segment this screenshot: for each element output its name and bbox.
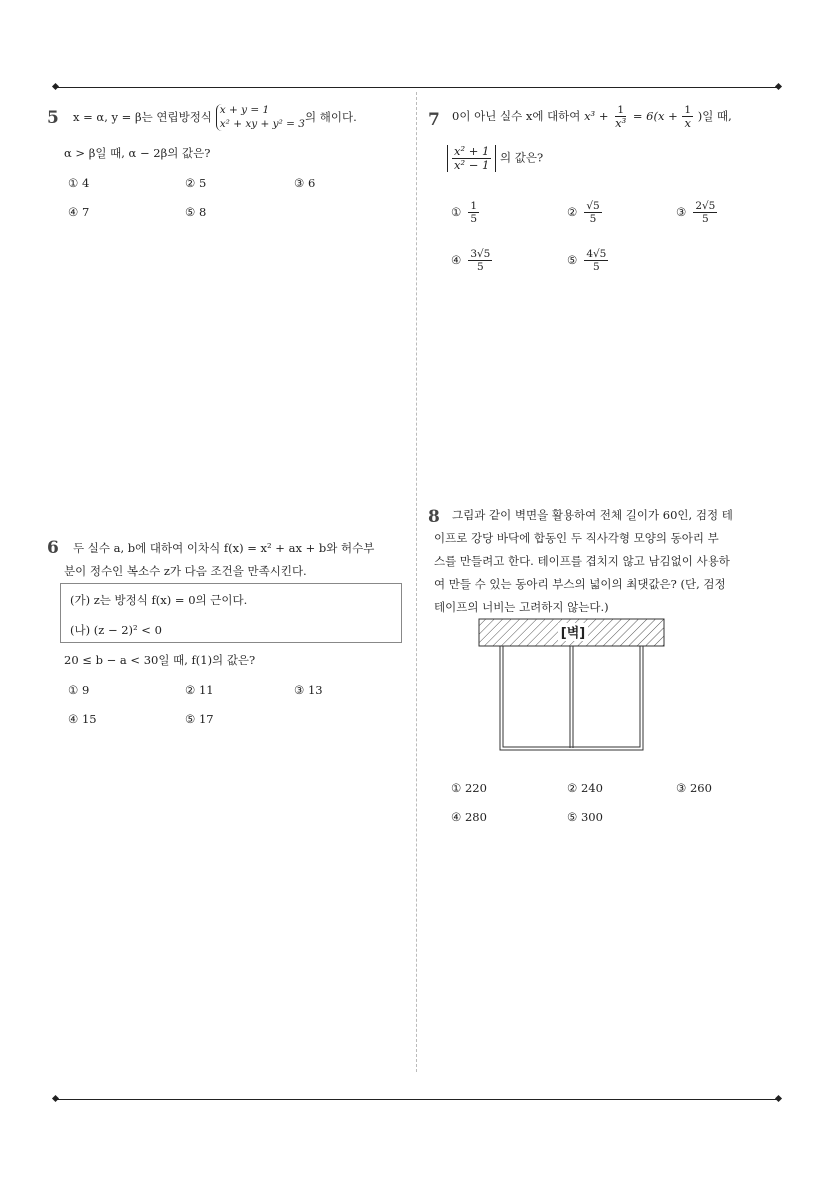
q7-eq-frac [613,104,628,130]
q7-lead: 0이 아닌 실수 x에 대하여 [452,109,581,124]
q6-choice-5[interactable]: ⑤ 17 [185,712,214,726]
q5-lead: x = α, y = β는 연립방정식 [73,110,212,125]
q7-choice-2-top: √5 [586,200,600,212]
q6-line3: 20 ≤ b − a < 30일 때, f(1)의 값은? [64,653,256,667]
q5-number: 5 [47,108,59,128]
top-rule [56,87,778,88]
q7-choice-4[interactable] [451,248,493,273]
q8-choice-4[interactable]: ④ 280 [451,810,487,824]
wall-label: [벽] [560,626,586,641]
q8-line1: 그림과 같이 벽면을 활용하여 전체 길이가 60인, 검정 테 [452,508,733,522]
q6-line1: 두 실수 a, b에 대하여 이차식 f(x) = x² + ax + b와 허수부 [73,541,375,555]
q8-number: 8 [428,507,440,527]
q7-choice-1[interactable] [451,200,480,225]
column-divider [416,92,417,1072]
q6-line2: 분이 정수인 복소수 z가 다음 조건을 만족시킨다. [64,564,307,578]
q7-eq-frac2-top: 1 [684,104,692,116]
q8-line5: 테이프의 너비는 고려하지 않는다.) [434,600,609,614]
q7-choice-3-label: ③ [676,204,687,219]
q7-eq-lhs: x³ + [584,109,609,124]
q7-abs-tail: 의 값은? [500,150,544,165]
q5-choice-2[interactable]: ② 5 [185,176,207,190]
q8-line2: 이프로 강당 바닥에 합동인 두 직사각형 모양의 동아리 부 [434,531,719,545]
q8-choice-2[interactable]: ② 240 [567,781,603,795]
q7-abs-frac [452,145,491,172]
q7-abs-frac-top: x² + 1 [454,144,490,158]
q7-choice-5[interactable] [567,248,609,273]
q7-choice-5-bot: 5 [593,261,600,274]
q8-line3: 스를 만들려고 한다. 테이프를 겹치지 않고 남김없이 사용하 [434,554,730,568]
q8-choice-3[interactable]: ③ 260 [676,781,712,795]
q5-tail: 의 해이다. [304,110,357,125]
q7-eq-frac-bot: x³ [615,116,627,131]
q7-choice-1-top: 1 [470,200,477,212]
q5-stem [73,104,357,131]
q7-choice-3-top: 2√5 [695,200,716,212]
q7-choice-5-top: 4√5 [586,248,607,260]
q7-choice-1-label: ① [451,204,462,219]
bottom-rule [56,1099,778,1100]
q7-abs-frac-bot: x² − 1 [454,158,490,173]
q7-choice-5-label: ⑤ [567,252,578,267]
q7-eq-mid: = 6(x + [632,109,678,124]
q5-choice-1[interactable]: ① 4 [68,176,90,190]
q7-choice-3[interactable] [676,200,718,225]
booth-outline-inner [503,646,640,747]
q7-choice-2-label: ② [567,204,578,219]
q5-choice-3[interactable]: ③ 6 [294,176,316,190]
q7-abs-expression [447,145,543,172]
q7-stem [452,104,732,130]
q8-figure [478,618,666,754]
q7-choice-2[interactable] [567,200,603,225]
q5-choice-5[interactable]: ⑤ 8 [185,205,207,219]
q7-choice-4-top: 3√5 [470,248,491,260]
q6-condition-box [60,583,402,643]
q8-choice-5[interactable]: ⑤ 300 [567,810,603,824]
q7-choice-1-bot: 5 [470,213,477,226]
q8-line4: 여 만들 수 있는 동아리 부스의 넓이의 최댓값은? (단, 검정 [434,577,726,591]
q5-system-eq2: x² + xy + y² = 3 [219,117,305,130]
q6-choice-1[interactable]: ① 9 [68,683,90,697]
q7-choice-4-label: ④ [451,252,462,267]
q8-choice-1[interactable]: ① 220 [451,781,487,795]
booth-outline-outer [500,646,643,750]
q7-number: 7 [428,110,440,130]
q6-condition-2: (나) (z − 2)² < 0 [70,623,162,637]
q7-eq-frac2 [682,104,693,130]
q5-choice-4[interactable]: ④ 7 [68,205,90,219]
q5-system-eq1: x + y = 1 [219,104,270,116]
q7-eq-frac-top: 1 [617,104,624,116]
q5-system [216,104,305,131]
q7-choice-3-bot: 5 [702,213,709,226]
q7-choice-4-bot: 5 [477,261,484,274]
q6-choice-4[interactable]: ④ 15 [68,712,97,726]
q7-eq-end: )일 때, [697,109,732,124]
q6-choice-3[interactable]: ③ 13 [294,683,323,697]
q5-line2: α > β일 때, α − 2β의 값은? [64,146,211,160]
q7-choice-2-bot: 5 [589,213,597,226]
q7-abs-bars [447,145,496,172]
q6-number: 6 [47,538,59,558]
q7-eq-frac2-bot: x [684,116,691,131]
q6-condition-1: (가) z는 방정식 f(x) = 0의 근이다. [70,593,248,607]
q6-choice-2[interactable]: ② 11 [185,683,214,697]
